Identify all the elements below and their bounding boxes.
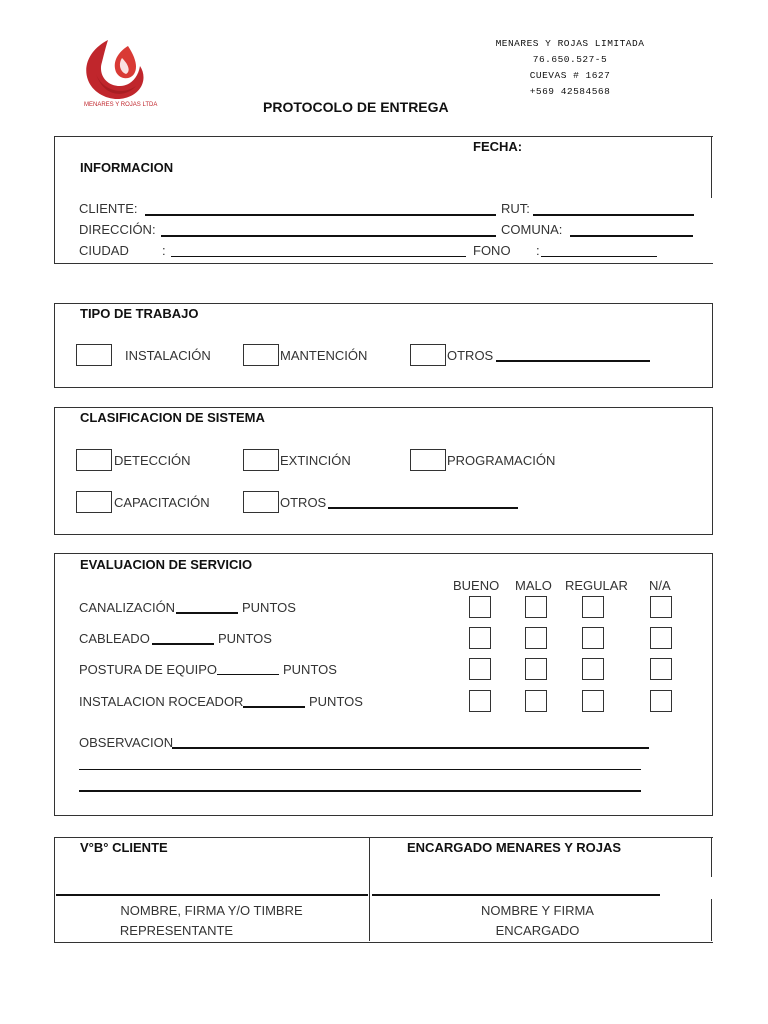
capacitacion-label: CAPACITACIÓN [114, 495, 210, 510]
column-bueno: BUENO [453, 578, 500, 593]
info-heading: INFORMACION [80, 160, 174, 175]
firmas-right-border-top [711, 837, 712, 877]
canalizacion-malo-checkbox[interactable] [525, 596, 547, 618]
flame-logo-icon [78, 34, 168, 106]
fono-colon: : [536, 243, 540, 258]
mantencion-label: MANTENCIÓN [280, 348, 368, 363]
observacion-field-line-3[interactable] [79, 790, 641, 792]
tipo-trabajo-heading: TIPO DE TRABAJO [80, 306, 199, 321]
cliente-signature-line[interactable] [56, 894, 368, 896]
extincion-checkbox[interactable] [243, 449, 279, 471]
programacion-label: PROGRAMACIÓN [447, 453, 556, 468]
cableado-puntos-field[interactable] [152, 643, 214, 645]
postura-puntos-label: PUNTOS [283, 662, 337, 677]
deteccion-checkbox[interactable] [76, 449, 112, 471]
extincion-label: EXTINCIÓN [280, 453, 351, 468]
otros-trabajo-label: OTROS [447, 348, 494, 363]
row-label-cableado: CABLEADO [79, 631, 150, 646]
comuna-field[interactable] [570, 235, 693, 237]
cableado-malo-checkbox[interactable] [525, 627, 547, 649]
fono-field[interactable] [541, 256, 657, 257]
ciudad-label: CIUDAD [79, 243, 129, 258]
encargado-signature-heading: ENCARGADO MENARES Y ROJAS [407, 840, 622, 855]
fecha-label: FECHA: [473, 139, 523, 154]
mantencion-checkbox[interactable] [243, 344, 279, 366]
otros-trabajo-checkbox[interactable] [410, 344, 446, 366]
otros-sistema-checkbox[interactable] [243, 491, 279, 513]
roceador-malo-checkbox[interactable] [525, 690, 547, 712]
canalizacion-regular-checkbox[interactable] [582, 596, 604, 618]
cableado-regular-checkbox[interactable] [582, 627, 604, 649]
encargado-caption-1: NOMBRE Y FIRMA [481, 903, 594, 918]
clasificacion-section [54, 407, 713, 535]
instalacion-checkbox[interactable] [76, 344, 112, 366]
roceador-bueno-checkbox[interactable] [469, 690, 491, 712]
cableado-puntos-label: PUNTOS [218, 631, 272, 646]
firmas-right-border-bottom [711, 899, 712, 941]
postura-bueno-checkbox[interactable] [469, 658, 491, 680]
postura-na-checkbox[interactable] [650, 658, 672, 680]
column-malo: MALO [515, 578, 552, 593]
company-name: MENARES Y ROJAS LIMITADA [495, 38, 645, 49]
fono-label: FONO [473, 243, 511, 258]
company-address: CUEVAS # 1627 [529, 70, 611, 81]
direccion-field[interactable] [161, 235, 496, 237]
observacion-label: OBSERVACION [79, 735, 174, 750]
roceador-puntos-field[interactable] [243, 706, 305, 708]
column-regular: REGULAR [565, 578, 628, 593]
evaluacion-heading: EVALUACION DE SERVICIO [80, 557, 253, 572]
cliente-label: CLIENTE: [79, 201, 138, 216]
company-rut: 76.650.527-5 [532, 54, 608, 65]
cliente-caption-1: NOMBRE, FIRMA Y/O TIMBRE [120, 903, 303, 918]
ciudad-colon: : [162, 243, 166, 258]
canalizacion-puntos-field[interactable] [176, 612, 238, 614]
cableado-na-checkbox[interactable] [650, 627, 672, 649]
cliente-signature-heading: V°B° CLIENTE [80, 840, 168, 855]
canalizacion-bueno-checkbox[interactable] [469, 596, 491, 618]
programacion-checkbox[interactable] [410, 449, 446, 471]
row-label-canalizacion: CANALIZACIÓN [79, 600, 176, 615]
encargado-caption-2: ENCARGADO [495, 923, 580, 938]
comuna-label: COMUNA: [501, 222, 563, 237]
company-phone: +569 42584568 [529, 86, 611, 97]
page-title: PROTOCOLO DE ENTREGA [263, 99, 449, 115]
otros-sistema-label: OTROS [280, 495, 327, 510]
canalizacion-puntos-label: PUNTOS [242, 600, 296, 615]
postura-malo-checkbox[interactable] [525, 658, 547, 680]
row-label-roceador: INSTALACION ROCEADOR [79, 694, 244, 709]
clasificacion-heading: CLASIFICACION DE SISTEMA [80, 410, 265, 425]
column-na: N/A [649, 578, 671, 593]
logo-caption: MENARES Y ROJAS LTDA [84, 102, 158, 108]
rut-label: RUT: [501, 201, 530, 216]
capacitacion-checkbox[interactable] [76, 491, 112, 513]
canalizacion-na-checkbox[interactable] [650, 596, 672, 618]
postura-puntos-field[interactable] [217, 674, 279, 675]
row-label-postura: POSTURA DE EQUIPO [79, 662, 217, 677]
roceador-puntos-label: PUNTOS [309, 694, 363, 709]
info-section [54, 136, 713, 264]
otros-trabajo-field[interactable] [496, 360, 650, 362]
cliente-field[interactable] [145, 214, 496, 216]
observacion-field-line-1[interactable] [172, 747, 649, 749]
roceador-na-checkbox[interactable] [650, 690, 672, 712]
roceador-regular-checkbox[interactable] [582, 690, 604, 712]
postura-regular-checkbox[interactable] [582, 658, 604, 680]
observacion-field-line-2[interactable] [79, 769, 641, 770]
cableado-bueno-checkbox[interactable] [469, 627, 491, 649]
encargado-signature-line[interactable] [372, 894, 660, 896]
rut-field[interactable] [533, 214, 694, 216]
direccion-label: DIRECCIÓN: [79, 222, 156, 237]
otros-sistema-field[interactable] [328, 507, 518, 509]
info-section-right-border [711, 136, 712, 198]
instalacion-label: INSTALACIÓN [125, 348, 211, 363]
deteccion-label: DETECCIÓN [114, 453, 191, 468]
ciudad-field[interactable] [171, 256, 466, 257]
company-logo [78, 34, 168, 114]
cliente-caption-2: REPRESENTANTE [119, 923, 234, 938]
